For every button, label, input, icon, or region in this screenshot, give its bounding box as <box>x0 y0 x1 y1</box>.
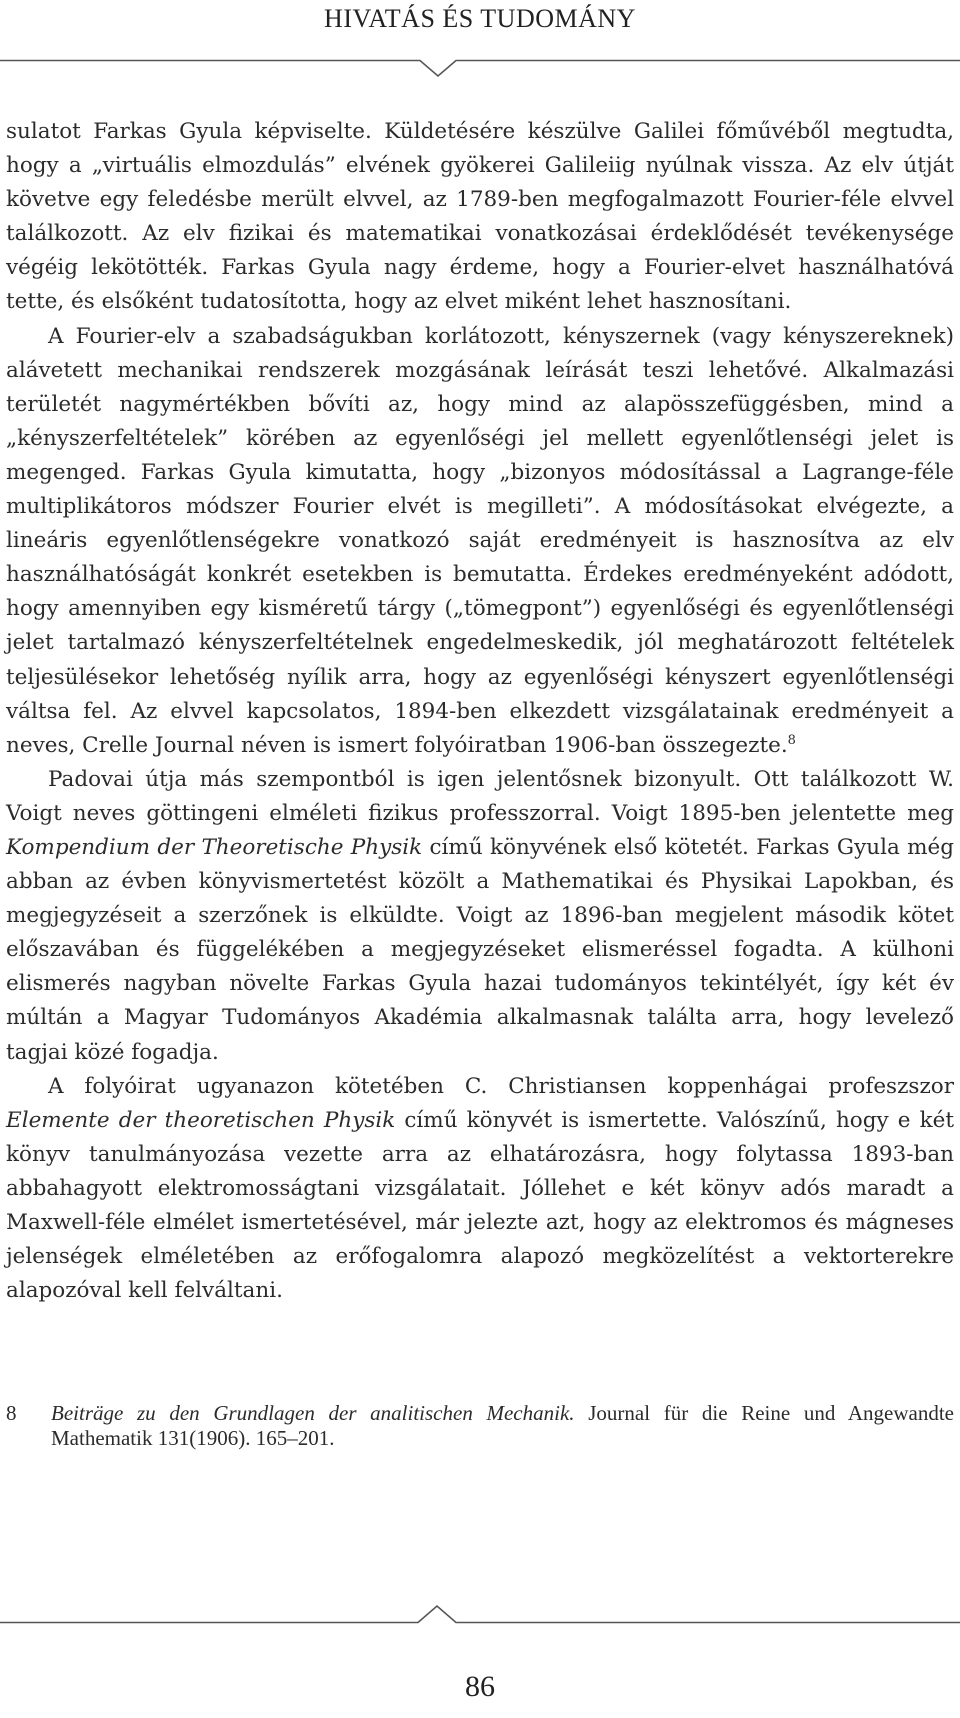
book-title: Kompendium der Theoretische Physik <box>6 834 423 860</box>
text-run: sulatot Farkas Gyula képviselte. Küldetésére készülve Galilei főművéből megtudta, hogy a „virtuális elmozdulás” elvének gyökerei Galileiig nyúlnak vissza. Az elv útját követve egy feledésbe merült elvvel, az 1789-ben megfogalmazott Fourier-féle elvvel találkozott. Az elv fizikai és matematikai vonatkozásai érdeklődését tevékenysége végéig lekötötték. Farkas Gyula nagy érdeme, hogy a Fourier-elvet használhatóvá tette, és elsőként tudatosította, hogy az elvet miként lehet hasznosítani. <box>6 119 954 315</box>
footnote-title: Beiträge zu den Grundlagen der analitischen Mechanik. <box>51 1401 575 1425</box>
page-number: 86 <box>465 1670 495 1703</box>
paragraph <box>6 1070 954 1309</box>
text-run: Padovai útja más szempontból is igen jelentősnek bizonyult. Ott találkozott W. Voigt neves göttingeni elméleti fizikus professzorral. Voigt 1895-ben jelentette meg <box>6 766 954 826</box>
book-title: Elemente der theoretischen Physik <box>6 1107 396 1133</box>
footer-divider <box>0 1600 960 1630</box>
footnote-text <box>51 1401 954 1451</box>
footnote-rest: Journal für die Reine und Angewandte Mathematik 131(1906). 165–201. <box>51 1401 954 1450</box>
page-header <box>0 0 960 92</box>
paragraph <box>6 763 954 1070</box>
paragraph <box>6 320 954 763</box>
footnote <box>6 1401 954 1451</box>
footnote-number: 8 <box>6 1401 17 1425</box>
text-run: A Fourier-elv a szabadságukban korlátozott, kényszernek (vagy kényszereknek) alávetett mechanikai rendszerek mozgásának leírását teszi lehetővé. Alkalmazási területét nagymértékben bővíti az, hogy mind az alapösszefüggésben, mind a „kényszerfeltételek” körében az egyenlőségi jel mellett egyenlőtlenségi jelet is megenged. Farkas Gyula kimutatta, hogy „bizonyos módosítással a Lagrange-féle multiplikátoros módszer Fourier elvét is megilleti”. A módosításokat elvégezte, a lineáris egyenlőtlenségekre vonatkozó saját eredményeit is hasznosítva az elv használhatóságát konkrét esetekben is bemutatta. Érdekes eredményeként adódott, hogy amennyiben egy kisméretű tárgy („tömegpont”) egyenlőségi és egyenlőtlenségi jelet tartalmazó kényszerfeltételnek engedelmeskedik, jól meghatározott feltételek teljesülésekor lehetőség nyílik arra, hogy az egyenlőségi kényszert egyenlőtlenségi váltsa fel. Az elvvel kapcsolatos, 1894-ben elkezdett vizsgálatainak eredményeit a neves, Crelle Journal néven is ismert folyóiratban 1906-ban összegezte. <box>6 323 954 758</box>
text-run: című könyvét is ismertette. Valószínű, hogy e két könyv tanulmányozása vezette arra az elhatározásra, hogy folytassa 1893-ban abbahagyott elektromosságtani vizsgálatait. Jóllehet e két könyv adós maradt a Maxwell-féle elmélet ismertetésével, már jelezte azt, hogy az elektromos és mágneses jelenségek elméletében az erőfogalomra alapozó megközelítést a vektorterekre alapozóval kell felváltani. <box>6 1107 954 1304</box>
text-run: című könyvének első kötetét. Farkas Gyula még abban az évben könyvismertetést közölt a Mathematikai és Physikai Lapokban, és megjegyzéseit a szerzőnek is elküldte. Voigt az 1896-ban megjelent második kötet előszavában és függelékében a megjegyzéseket elismeréssel fogadta. A külhoni elismerés nagyban növelte Farkas Gyula hazai tudományos tekintélyét, így két év múltán a Magyar Tudományos Akadémia alkalmasnak találta arra, hogy levelező tagjai közé fogadja. <box>6 834 954 1065</box>
body-text <box>6 115 954 1308</box>
page-footer <box>0 1600 960 1718</box>
footnote-ref: 8 <box>787 732 796 748</box>
paragraph <box>6 115 954 320</box>
text-run: A folyóirat ugyanazon kötetében C. Christiansen koppenhágai profeszszor <box>48 1073 954 1099</box>
running-head: HIVATÁS ÉS TUDOMÁNY <box>324 4 636 33</box>
header-divider <box>0 52 960 82</box>
